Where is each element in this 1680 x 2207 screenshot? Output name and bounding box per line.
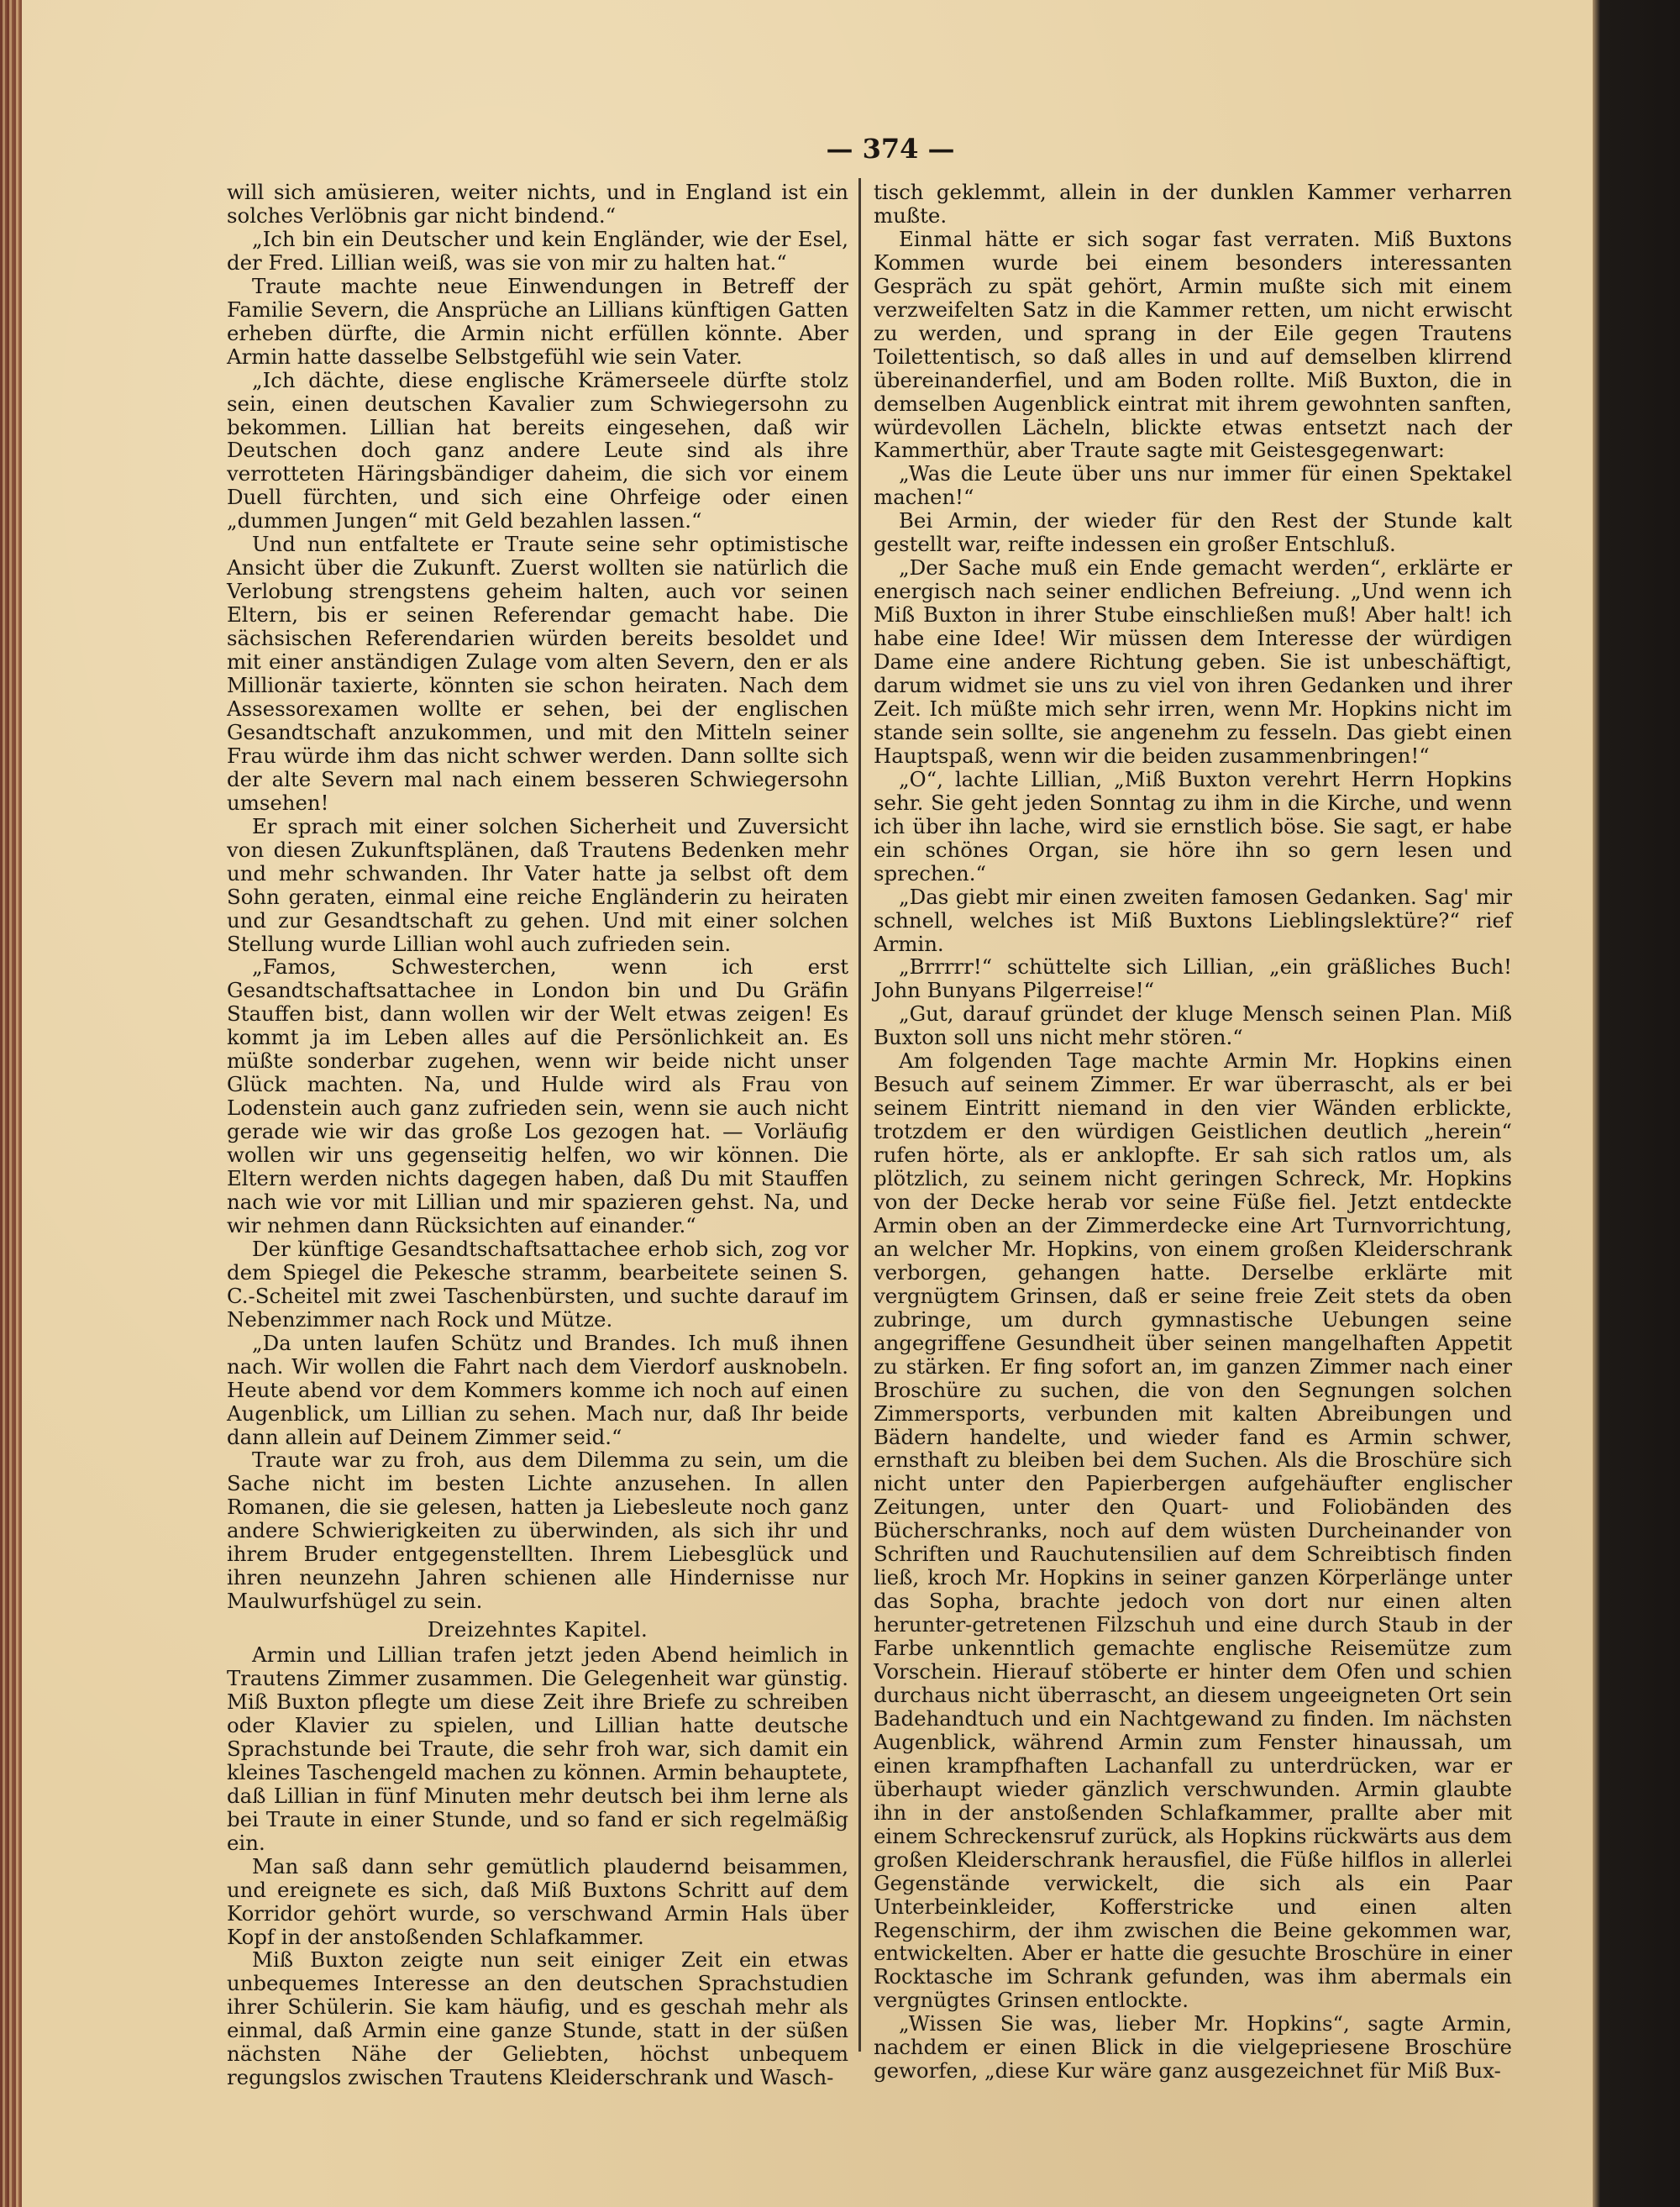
paragraph: Einmal hätte er sich sogar fast verraten. Miß Buxtons Kommen wurde bei einem besonders interessanten Gespräch zu spät gehört, Armin mußte sich mit einem verzweifelten Satz in die Kammer retten, um nicht erwischt zu werden, und sprang in der Eile gegen Trautens Toilettentisch, so daß alles in und auf demselben klirrend übereinanderfiel, und am Boden rollte. Miß Buxton, die in demselben Augenblick eintrat mit ihrem gewohnten sanften, würdevollen Lächeln, blickte etwas entsetzt nach der Kammerthür, aber Traute sagte mit Geistesgegenwart: — [874, 226, 1512, 463]
paragraph: Und nun entfaltete er Traute seine sehr optimistische Ansicht über die Zukunft. Zuerst wollten sie natürlich die Verlobung strengstens geheim halten, auch vor seinen Eltern, bis er seinen Referendar gemacht habe. Die sächsischen Referendarien würden bereits besoldet und mit einer anständigen Zulage vom alten Severn, den er als Millionär taxierte, könnten sie schon heiraten. Nach dem Assessorexamen wollte er sehen, bei der englischen Gesandtschaft anzukommen, und mit den Mitteln seiner Frau würde ihm das nicht schwer werden. Dann sollte sich der alte Severn mal nach einem besseren Schwiegersohn umsehen! — [227, 532, 848, 815]
paragraph: „Ich dächte, diese englische Krämerseele dürfte stolz sein, einen deutschen Kavalier zum Schwiegersohn zu bekommen. Lillian hat bereits eingesehen, daß wir Deutschen doch ganz andere Leute sind als ihre verrotteten Häringsbändiger daheim, die sich vor einem Duell fürchten, und sich eine Ohrfeige oder einen „dummen Jungen“ mit Geld bezahlen lassen.“ — [227, 367, 848, 533]
paragraph: „Wissen Sie was, lieber Mr. Hopkins“, sagte Armin, nachdem er einen Blick in die vielgepriesene Broschüre geworfen, „diese Kur wäre ganz ausgezeichnet für Miß Bux- — [874, 2011, 1512, 2084]
paragraph: „Gut, darauf gründet der kluge Mensch seinen Plan. Miß Buxton soll uns nicht mehr stören.“ — [874, 1001, 1512, 1050]
chapter-heading: Dreizehntes Kapitel. — [427, 1617, 648, 1642]
paragraph: Am folgenden Tage machte Armin Mr. Hopkins einen Besuch auf seinem Zimmer. Er war überrascht, als er bei seinem Eintritt niemand in den vier Wänden erblickte, trotzdem er den würdigen Geistlichen deutlich „herein“ rufen hörte, als er anklopfte. Er sah sich ratlos um, als plötzlich, zu seinem nicht geringen Schreck, Mr. Hopkins von der Decke herab vor seine Füße fiel. Jetzt entdeckte Armin oben an der Zimmerdecke eine Art Turnvorrichtung, an welcher Mr. Hopkins, von einem großen Kleiderschrank verborgen, gehangen hatte. Derselbe erklärte mit vergnügtem Grinsen, daß er seine freie Zeit stets da oben zubringe, um durch gymnastische Uebungen seine angegriffene Gesundheit über seinen mangelhaften Appetit zu stärken. Er fing sofort an, im ganzen Zimmer nach einer Broschüre zu suchen, die von den Segnungen solchen Zimmersports, verbunden mit kalten Abreibungen und Bädern handelte, und wieder fand es Armin schwer, ernsthaft zu bleiben bei dem Suchen. Als die Broschüre sich nicht unter den Papierbergen aufgehäufter englischer Zeitungen, unter den Quart- und Foliobänden des Bücherschranks, noch auf dem wüsten Durcheinander von Schriften und Rauchutensilien auf dem Schreibtisch finden ließ, kroch Mr. Hopkins in seiner ganzen Körperlänge unter das Sopha, brachte jedoch von dort nur einen alten herunter-getretenen Filzschuh und eine durch Staub in der Farbe unkenntlich gemachte englische Reisemütze zum Vorschein. Hierauf stöberte er hinter dem Ofen und schien durchaus nicht überrascht, an diesem ungeeigneten Ort sein Badehandtuch und ein Nachtgewand zu finden. Im nächsten Augenblick, während Armin zum Fenster hinaussah, um einen krampfhaften Lachanfall zu unterdrücken, war er überhaupt wieder gänzlich verschwunden. Armin glaubte ihn in der anstoßenden Schlafkammer, prallte aber mit einem Schreckensruf zurück, als Hopkins rückwärts aus dem großen Kleiderschrank herausfiel, die Füße hilflos in allerlei Gegenstände verwickelt, die sich als ein Paar Unterbeinkleider, Kofferstricke und einen alten Regenschirm, der ihm zwischen die Beine gekommen war, entwickelten. Aber er hatte die gesuchte Broschüre in einer Rocktasche im Schrank gefunden, was ihm abermals ein vergnügtes Grinsen entlockte. — [874, 1048, 1512, 2013]
paragraph: Traute machte neue Einwendungen in Betreff der Familie Severn, die Ansprüche an Lillians künftigen Gatten erheben dürfte, die Armin nicht erfüllen könnte. Aber Armin hatte dasselbe Selbstgefühl wie sein Vater. — [227, 273, 848, 369]
paragraph: Traute war zu froh, aus dem Dilemma zu sein, um die Sache nicht im besten Lichte anzusehen. In allen Romanen, die sie gelesen, hatten ja Liebesleute noch ganz andere Schwierigkeiten zu überwinden, als sich ihr und ihrem Bruder entgegenstellten. Ihrem Liebesglück und ihren neunzehn Jahren schienen alle Hindernisse nur Maulwurfshügel zu sein. — [227, 1448, 848, 1614]
paragraph: „Brrrrr!“ schüttelte sich Lillian, „ein gräßliches Buch! John Bunyans Pilgerreise!“ — [874, 954, 1512, 1003]
paragraph: Er sprach mit einer solchen Sicherheit und Zuversicht von diesen Zukunftsplänen, daß Trautens Bedenken mehr und mehr schwanden. Ihr Vater hatte ja selbst oft dem Sohn geraten, einmal eine reiche Engländerin zu heiraten und zur Gesandtschaft zu gehen. Und mit einer solchen Stellung wurde Lillian wohl auch zufrieden sein. — [227, 813, 848, 956]
page-number: — 374 — — [826, 133, 955, 165]
paragraph: tisch geklemmt, allein in der dunklen Kammer verharren mußte. — [874, 180, 1512, 228]
paragraph: Man saß dann sehr gemütlich plaudernd beisammen, und ereignete es sich, daß Miß Buxtons Schritt auf dem Korridor gehört wurde, so verschwand Armin Hals über Kopf in der anstoßenden Schlafkammer. — [227, 1853, 848, 1949]
right-text-column — [874, 181, 1512, 2083]
paragraph: will sich amüsieren, weiter nichts, und in England ist ein solches Verlöbnis gar nicht bindend.“ — [227, 180, 848, 228]
paragraph: „Da unten laufen Schütz und Brandes. Ich muß ihnen nach. Wir wollen die Fahrt nach dem Vierdorf ausknobeln. Heute abend vor dem Kommers komme ich noch auf einen Augenblick, um Lillian zu sehen. Mach nur, daß Ihr beide dann allein auf Deinem Zimmer seid.“ — [227, 1330, 848, 1449]
paragraph: „Famos, Schwesterchen, wenn ich erst Gesandtschaftsattachee in London bin und Du Gräfin Stauffen bist, dann wollen wir der Welt etwas zeigen! Es kommt ja im Leben alles auf die Persönlichkeit an. Es müßte sonderbar zugehen, wenn wir beide nicht unser Glück machten. Na, und Hulde wird als Frau von Lodenstein auch ganz zufrieden sein, wenn sie auch nicht gerade wie wir das große Los gezogen hat. — Vorläufig wollen wir uns gegenseitig helfen, wo wir können. Die Eltern werden nichts dagegen haben, daß Du mit Stauffen nach wie vor mit Lillian und mir spazieren gehst. Na, und wir nehmen dann Rücksichten auf einander.“ — [227, 954, 848, 1237]
paragraph: „Was die Leute über uns nur immer für einen Spektakel machen!“ — [874, 461, 1512, 510]
paragraph: Der künftige Gesandtschaftsattachee erhob sich, zog vor dem Spiegel die Pekesche stramm, bearbeitete seinen S. C.-Scheitel mit zwei Taschenbürsten, und suchte darauf im Nebenzimmer nach Rock und Mütze. — [227, 1236, 848, 1332]
paragraph: „Der Sache muß ein Ende gemacht werden“, erklärte er energisch nach seiner endlichen Befreiung. „Und wenn ich Miß Buxton in ihrer Stube einschließen muß! Aber halt! ich habe eine Idee! Wir müssen dem Interesse der würdigen Dame eine andere Richtung geben. Sie ist unbeschäftigt, darum widmet sie uns zu viel von ihren Gedanken und ihrer Zeit. Ich müßte mich sehr irren, wenn Mr. Hopkins nicht im stande sein sollte, sie angenehm zu fesseln. Das giebt einen Hauptspaß, wenn wir die beiden zusammenbringen!“ — [874, 555, 1512, 768]
paragraph: „Das giebt mir einen zweiten famosen Gedanken. Sag' mir schnell, welches ist Miß Buxtons Lieblingslektüre?“ rief Armin. — [874, 884, 1512, 956]
column-divider — [858, 178, 861, 2052]
paragraph: „O“, lachte Lillian, „Miß Buxton verehrt Herrn Hopkins sehr. Sie geht jeden Sonntag zu ihm in die Kirche, und wenn ich über ihn lache, wird sie ernstlich böse. Sie sagt, er habe ein schönes Organ, sie höre ihn so gern lesen und sprechen.“ — [874, 766, 1512, 885]
paragraph: „Ich bin ein Deutscher und kein Engländer, wie der Esel, der Fred. Lillian weiß, was sie von mir zu halten hat.“ — [227, 226, 848, 275]
paragraph: Miß Buxton zeigte nun seit einiger Zeit ein etwas unbequemes Interesse an den deutschen Sprachstudien ihrer Schülerin. Sie kam häufig, und es geschah mehr als einmal, daß Armin eine ganze Stunde, statt in der süßen nächsten Nähe der Geliebten, höchst unbequem regungslos zwischen Trautens Kleiderschrank und Wasch- — [227, 1947, 848, 2090]
left-text-column — [227, 181, 848, 2089]
paragraph: Armin und Lillian trafen jetzt jeden Abend heimlich in Trautens Zimmer zusammen. Die Gelegenheit war günstig. Miß Buxton pflegte um diese Zeit ihre Briefe zu schreiben oder Klavier zu spielen, und Lillian hatte deutsche Sprachstunde bei Traute, die sehr froh war, sich damit ein kleines Taschengeld machen zu können. Armin behauptete, daß Lillian in fünf Minuten mehr deutsch bei ihm lerne als bei Traute in einer Stunde, und so fand er sich regelmäßig ein. — [227, 1642, 848, 1855]
page-edges — [0, 0, 22, 2207]
paragraph: Bei Armin, der wieder für den Rest der Stunde kalt gestellt war, reifte indessen ein großer Entschluß. — [874, 508, 1512, 557]
